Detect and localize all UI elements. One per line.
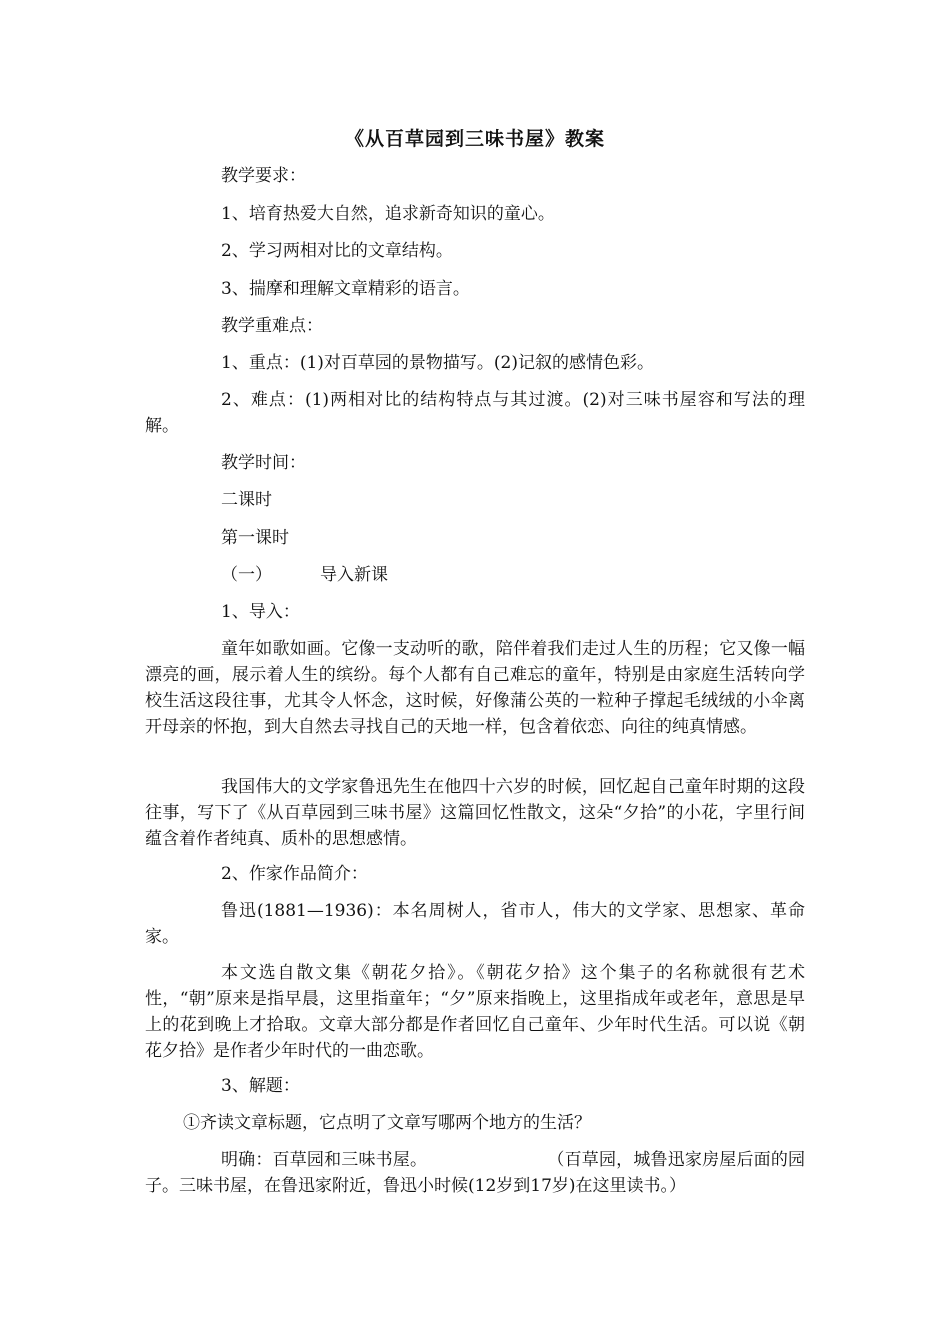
- title-analysis-heading: 3、解题：: [221, 1076, 300, 1096]
- requirement-item: 1、培育热爱大自然，追求新奇知识的童心。: [221, 204, 555, 224]
- intro-paragraph: 我国伟大的文学家鲁迅先生在他四十六岁的时候，回忆起自己童年时期的这段往事，写下了《从百草园到三味书屋》这篇回忆性散文，这朵“夕拾”的小花，字里行间蕴含着作者纯真、质朴的思想感情。: [145, 777, 805, 849]
- author-heading: 2、作家作品简介：: [221, 864, 368, 884]
- document-title: 《从百草园到三味书屋》教案: [344, 128, 605, 150]
- author-paragraph: 鲁迅(1881—1936)：本名周树人，省市人，伟大的文学家、思想家、革命家。: [145, 901, 805, 947]
- answer-label: 明确：百草园和三味书屋。: [221, 1150, 428, 1170]
- key-point-item: 2、难点：(1)两相对比的结构特点与其过渡。(2)对三味书屋容和写法的理解。: [145, 390, 805, 436]
- intro-heading: 1、导入：: [221, 602, 300, 622]
- part-title: 导入新课: [320, 565, 388, 585]
- answer-detail: （百草园，城鲁迅家房屋后面的园子。三味书屋，在鲁迅家附近，鲁迅小时候(12岁到17岁)在这里读书。）: [145, 1150, 806, 1196]
- part-heading: [221, 562, 388, 588]
- requirement-item: 2、学习两相对比的文章结构。: [221, 241, 453, 261]
- lesson-heading: 第一课时: [221, 528, 289, 548]
- part-number: （一）: [221, 565, 272, 585]
- time-heading: 教学时间：: [221, 453, 306, 473]
- work-paragraph: 本文选自散文集《朝花夕拾》。《朝花夕拾》这个集子的名称就很有艺术性，“朝”原来是指早晨，这里指童年；“夕”原来指晚上，这里指成年或老年，意思是早上的花到晚上才拾取。文章大部分都是作者回忆自己童年、少年时代生活。可以说《朝花夕拾》是作者少年时代的一曲恋歌。: [145, 963, 805, 1061]
- answer-paragraph: [145, 1147, 805, 1199]
- intro-paragraph: 童年如歌如画。它像一支动听的歌，陪伴着我们走过人生的历程；它又像一幅漂亮的画，展示着人生的缤纷。每个人都有自己难忘的童年，特别是由家庭生活转向学校生活这段往事，尤其令人怀念，这时候，好像蒲公英的一粒种子撑起毛绒绒的小伞离开母亲的怀抱，到大自然去寻找自己的天地一样，包含着依恋、向往的纯真情感。: [145, 639, 805, 737]
- requirements-heading: 教学要求：: [221, 166, 306, 186]
- key-point-item: 1、重点：(1)对百草园的景物描写。(2)记叙的感情色彩。: [221, 353, 654, 373]
- question-item: ①齐读文章标题，它点明了文章写哪两个地方的生活？: [183, 1113, 591, 1133]
- requirement-item: 3、揣摩和理解文章精彩的语言。: [221, 279, 470, 299]
- time-value: 二课时: [221, 490, 272, 510]
- key-points-heading: 教学重难点：: [221, 316, 323, 336]
